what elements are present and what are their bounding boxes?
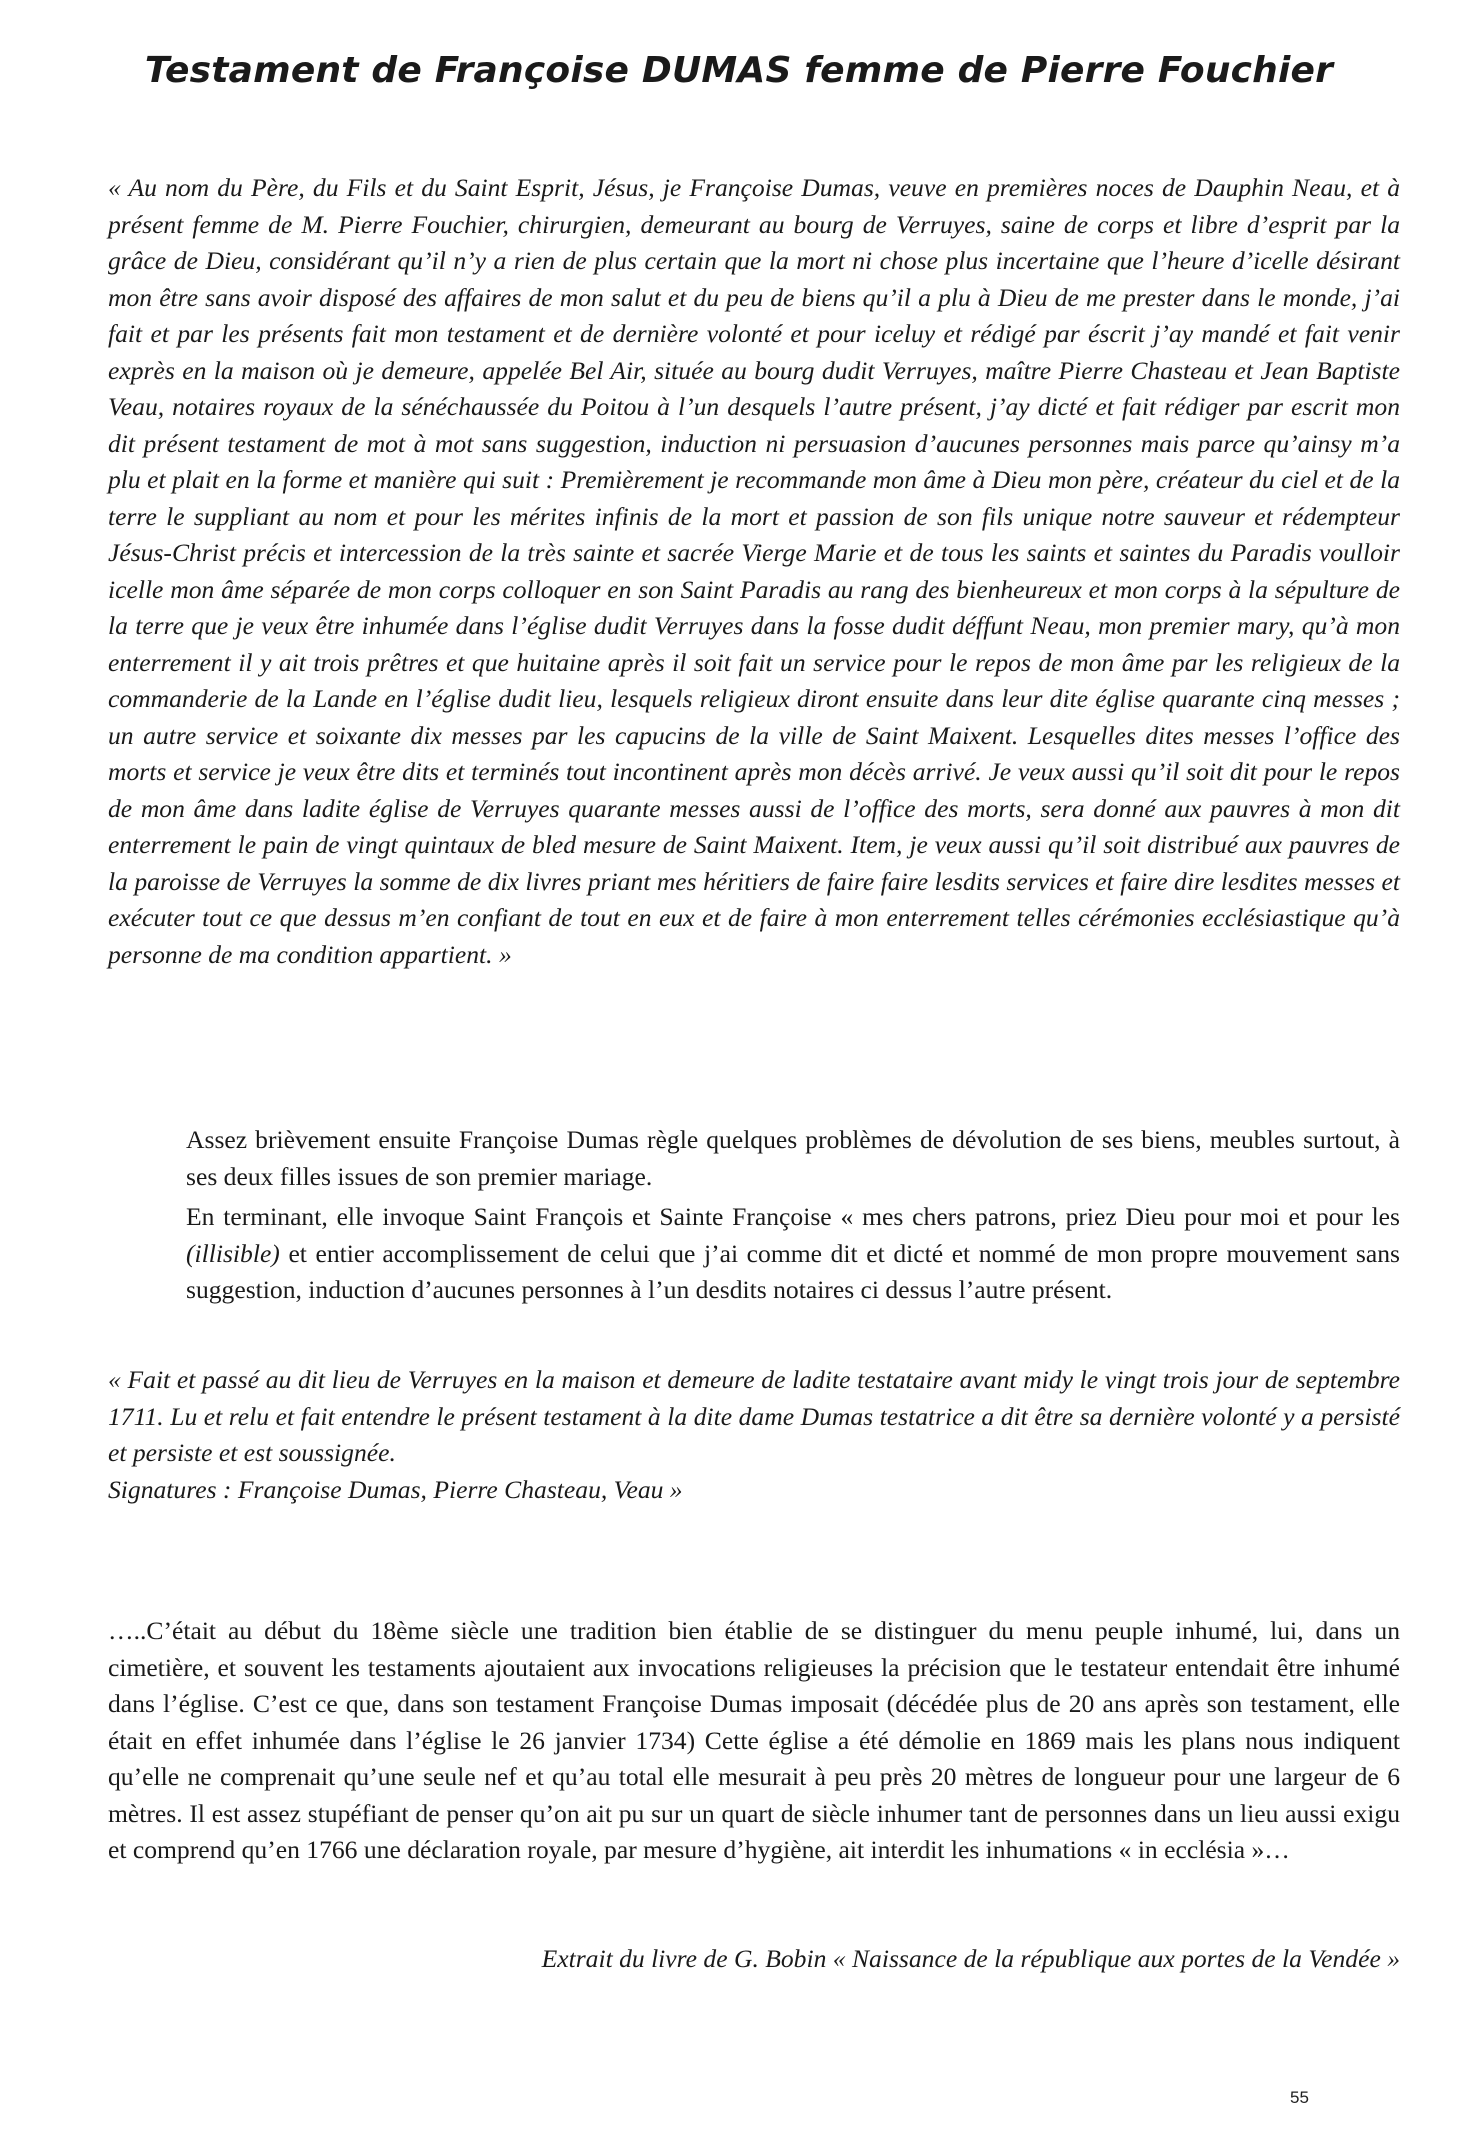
testament-quote-opening: « Au nom du Père, du Fils et du Saint Esprit, Jésus, je Françoise Dumas, veuve en premières noces de Dauphin Neau, et à présent femme de M. Pierre Fouchier, chirurgien, demeurant au bourg de Verruyes, saine de corps et libre d’esprit par la grâce de Dieu, considérant qu’il n’y a rien de plus certain que la mort ni chose plus incertaine que l’heure d’icelle désirant mon être sans avoir disposé des affaires de mon salut et du peu de biens qu’il a plu à Dieu de me prester dans le monde, j’ai fait et par les présents fait mon testament et de dernière volonté et pour iceluy et rédigé par éscrit j’ay mandé et fait venir exprès en la maison où je demeure, appelée Bel Air, située au bourg dudit Verruyes, maître Pierre Chasteau et Jean Baptiste Veau, notaires royaux de la sénéchaussée du Poitou à l’un desquels l’autre présent, j’ay dicté et fait rédiger par escrit mon dit présent testament de mot à mot sans suggestion, induction ni persuasion d’aucunes personnes mais parce qu’ainsy m’a plu et plait en la forme et manière qui suit : Premièrement je recommande mon âme à Dieu mon père, créateur du ciel et de la terre le suppliant au nom et pour les mérites infinis de la mort et passion de son fils unique notre sauveur et rédempteur Jésus-Christ précis et intercession de la très sainte et sacrée Vierge Marie et de tous les saints et saintes du Paradis voulloir icelle mon âme séparée de mon corps colloquer en son Saint Paradis au rang des bienheureux et mon corps à la sépulture de la terre que je veux être inhumée dans l’église dudit Verruyes dans la fosse dudit déffunt Neau, mon premier mary, qu’à mon enterrement il y ait trois prêtres et que huitaine après il soit fait un service pour le repos de mon âme par les religieux de la commanderie de la Lande en l’église dudit lieu, lesquels religieux diront ensuite dans leur dite église quarante cinq messes ; un autre service et soixante dix messes par les capucins de la ville de Saint Maixent. Lesquelles dites messes l’office des morts et service je veux être dits et terminés tout incontinent après mon décès arrivé. Je veux aussi qu’il soit dit pour le repos de mon âme dans ladite église de Verruyes quarante messes aussi de l’office des morts, sera donné aux pauvres à mon dit enterrement le pain de vingt quintaux de bled mesure de Saint Maixent. Item, je veux aussi qu’il soit distribué aux pauvres de la paroisse de Verruyes la somme de dix livres priant mes héritiers de faire faire lesdits services et faire dire lesdites messes et exécuter tout ce que dessus m’en confiant de tout en eux et de faire à mon enterrement telles cérémonies ecclésiastique qu’à personne de ma condition appartient. » — [108, 173, 1400, 969]
summary-paragraph-2 — [186, 1199, 1400, 1309]
page-title: Testament de Françoise DUMAS femme de Pierre Fouchier — [144, 50, 1334, 91]
illegible-note: (illisible) — [186, 1238, 280, 1268]
source-citation: Extrait du livre de G. Bobin « Naissance de la république aux portes de la Vendée » — [541, 1944, 1400, 1973]
page-number: 55 — [1290, 2088, 1309, 2107]
summary-2-text-after: et entier accomplissement de celui que j’ai comme dit et dicté et nommé de mon propre mouvement sans suggestion, induction d’aucunes personnes à l’un desdits notaires ci dessus l’autre présent. — [186, 1238, 1400, 1304]
signatures-line: Signatures : Françoise Dumas, Pierre Chasteau, Veau » — [108, 1475, 683, 1504]
testament-quote-closing: « Fait et passé au dit lieu de Verruyes en la maison et demeure de ladite testataire avant midy le vingt trois jour de septembre 1711. Lu et relu et fait entendre le présent testament à la dite dame Dumas testatrice a dit être sa dernière volonté y a persisté et persiste et est soussignée. — [108, 1365, 1400, 1467]
summary-paragraph-1: Assez brièvement ensuite Françoise Dumas règle quelques problèmes de dévolution de ses biens, meubles surtout, à ses deux filles issues de son premier mariage. — [186, 1125, 1400, 1191]
historical-commentary: …..C’était au début du 18ème siècle une tradition bien établie de se distinguer du menu peuple inhumé, lui, dans un cimetière, et souvent les testaments ajoutaient aux invocations religieuses la précision que le testateur entendait être inhumé dans l’église. C’est ce que, dans son testament Françoise Dumas imposait (décédée plus de 20 ans après son testament, elle était en effet inhumée dans l’église le 26 janvier 1734) Cette église a été démolie en 1869 mais les plans nous indiquent qu’elle ne comprenait qu’une seule nef et qu’au total elle mesurait à peu près 20 mètres de longueur pour une largeur de 6 mètres. Il est assez stupéfiant de penser qu’on ait pu sur un quart de siècle inhumer tant de personnes dans un lieu aussi exigu et comprend qu’en 1766 une déclaration royale, par mesure d’hygiène, ait interdit les inhumations « in ecclésia »… — [108, 1616, 1400, 1864]
summary-2-text-before: En terminant, elle invoque Saint François et Sainte Françoise « mes chers patrons, priez Dieu pour moi et pour les — [186, 1202, 1400, 1231]
